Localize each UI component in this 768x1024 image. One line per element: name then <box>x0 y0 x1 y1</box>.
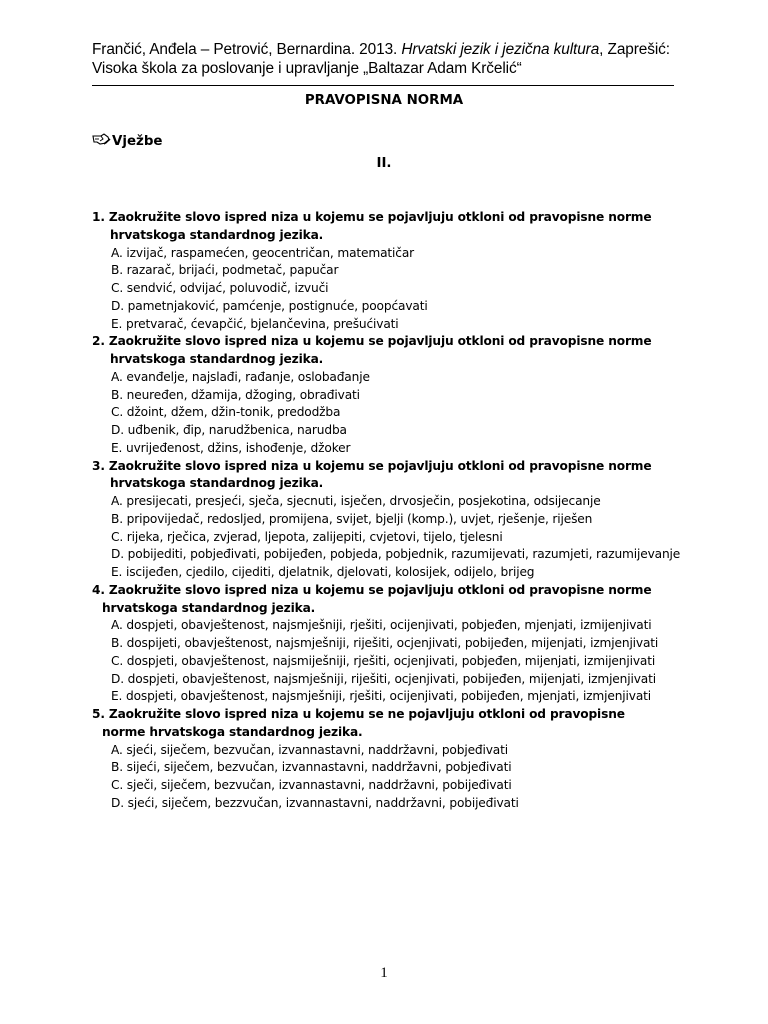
answer-option[interactable]: B. pripovijedač, redosljed, promijena, svijet, bjelji (komp.), uvjet, rješenje, riješen <box>111 511 593 526</box>
answer-option[interactable]: B. sijeći, siječem, bezvučan, izvannastavni, naddržavni, pobjeđivati <box>111 760 512 775</box>
citation-header <box>92 40 702 78</box>
question-item <box>92 458 732 582</box>
header-divider <box>92 85 674 86</box>
page-number: 1 <box>380 965 388 981</box>
answer-option[interactable]: E. pretvarač, ćevapčić, bjelančevina, prešućivati <box>111 316 399 331</box>
question-text: Zaokružite slovo ispred niza u kojemu se pojavljuju otkloni od pravopisne norme hrvatskoga standardnog jezika. <box>108 210 652 242</box>
citation-book-title: Hrvatski jezik i jezična kultura <box>401 41 600 58</box>
answer-option[interactable]: C. rijeka, rječica, zvjerad, ljepota, zalijepiti, cvjetovi, tijelo, tjelesni <box>111 529 503 544</box>
question-stem <box>92 333 732 369</box>
question-stem <box>92 458 732 494</box>
question-item <box>92 582 732 706</box>
answer-option[interactable]: E. uvrijeđenost, džins, ishođenje, džoker <box>111 440 351 455</box>
answer-option[interactable]: A. sjeći, siječem, bezvučan, izvannastavni, naddržavni, pobjeđivati <box>111 742 508 757</box>
question-number: 1. <box>92 210 105 224</box>
question-stem <box>92 582 732 618</box>
answer-option[interactable]: D. dospjeti, obavještenost, najsmješniji, riješiti, ocjenjivati, pobijeđen, mijenjati, izmjenjivati <box>111 671 656 686</box>
question-number: 5. <box>92 707 105 721</box>
citation-authors: Frančić, Anđela – Petrović, Bernardina. 2013. <box>92 41 402 58</box>
section-label: Vježbe <box>112 134 163 149</box>
question-text: Zaokružite slovo ispred niza u kojemu se pojavljuju otkloni od pravopisne norme hrvatskoga standardnog jezika. <box>102 582 652 615</box>
section-number: II. <box>376 156 392 171</box>
question-text: Zaokružite slovo ispred niza u kojemu se ne pojavljuju otkloni od pravopisne norme hrvatskoga standardnog jezika. <box>102 707 625 739</box>
answer-option[interactable]: D. sjeći, siječem, bezzvučan, izvannastavni, naddržavni, pobijeđivati <box>111 795 519 810</box>
writing-hand-icon <box>92 133 112 151</box>
question-number: 2. <box>92 334 105 349</box>
page-title: PRAVOPISNA NORMA <box>304 93 464 108</box>
question-item <box>92 706 732 813</box>
question-stem <box>92 706 732 742</box>
answer-option[interactable]: A. izvijač, raspamećen, geocentričan, matematičar <box>111 245 415 260</box>
answer-option[interactable]: A. evanđelje, najslađi, rađanje, oslobađanje <box>111 369 370 384</box>
question-item <box>92 333 732 457</box>
answer-option[interactable]: C. sendvić, odvijać, poluvodič, izvuči <box>111 281 329 295</box>
answer-option[interactable]: D. pametnjaković, pamćenje, postignuće, poopćavati <box>111 298 428 313</box>
question-text: Zaokružite slovo ispred niza u kojemu se pojavljuju otkloni od pravopisne norme hrvatskoga standardnog jezika. <box>108 334 652 366</box>
answer-option[interactable]: B. dospijeti, obavještenost, najsmješniji, riješiti, ocjenjivati, pobijeđen, mijenjati, izmjenjivati <box>111 636 659 650</box>
answer-option[interactable]: C. sječi, siječem, bezvučan, izvannastavni, naddržavni, pobijeđivati <box>111 778 512 792</box>
answer-option[interactable]: A. dospjeti, obavještenost, najsmješniji, rješiti, ocijenjivati, pobjeđen, mjenjati, izmijenjivati <box>111 618 652 633</box>
answer-option[interactable]: E. iscijeđen, cjedilo, cijediti, djelatnik, djelovati, kolosijek, odijelo, brijeg <box>111 565 535 579</box>
citation-publisher: , Zaprešić: Visoka škola za poslovanje i upravljanje „Baltazar Adam Krčelić“ <box>92 41 670 77</box>
question-number: 3. <box>92 458 105 473</box>
answer-option[interactable]: E. dospjeti, obavještenost, najsmješniji, rješiti, ocijenjivati, pobijeđen, mjenjati, izmjenjivati <box>111 689 652 704</box>
question-stem <box>92 209 732 245</box>
question-item <box>92 209 732 333</box>
section-heading <box>92 133 163 151</box>
question-list <box>92 209 732 813</box>
answer-option[interactable]: A. presijecati, presjeći, sječa, sjecnuti, isječen, drvosječin, posjekotina, odsijecanje <box>111 494 601 508</box>
question-text: Zaokružite slovo ispred niza u kojemu se pojavljuju otkloni od pravopisne norme hrvatskoga standardnog jezika. <box>108 458 652 491</box>
question-number: 4. <box>92 582 105 597</box>
answer-option[interactable]: D. pobijediti, pobjeđivati, pobijeđen, pobjeda, pobjednik, razumijevati, razumjeti, razumijevanje <box>111 547 681 562</box>
answer-option[interactable]: C. dospjeti, obavještenost, najsmiješniji, rješiti, ocjenjivati, pobjeđen, mijenjati, izmijenjivati <box>111 653 656 668</box>
answer-option[interactable]: B. neuređen, džamija, džoging, obrađivati <box>111 387 360 402</box>
answer-option[interactable]: B. razarač, brijaći, podmetač, papučar <box>111 263 339 278</box>
answer-option[interactable]: C. džoint, džem, džin-tonik, predodžba <box>111 405 341 420</box>
answer-option[interactable]: D. uđbenik, đip, narudžbenica, narudba <box>111 423 347 437</box>
